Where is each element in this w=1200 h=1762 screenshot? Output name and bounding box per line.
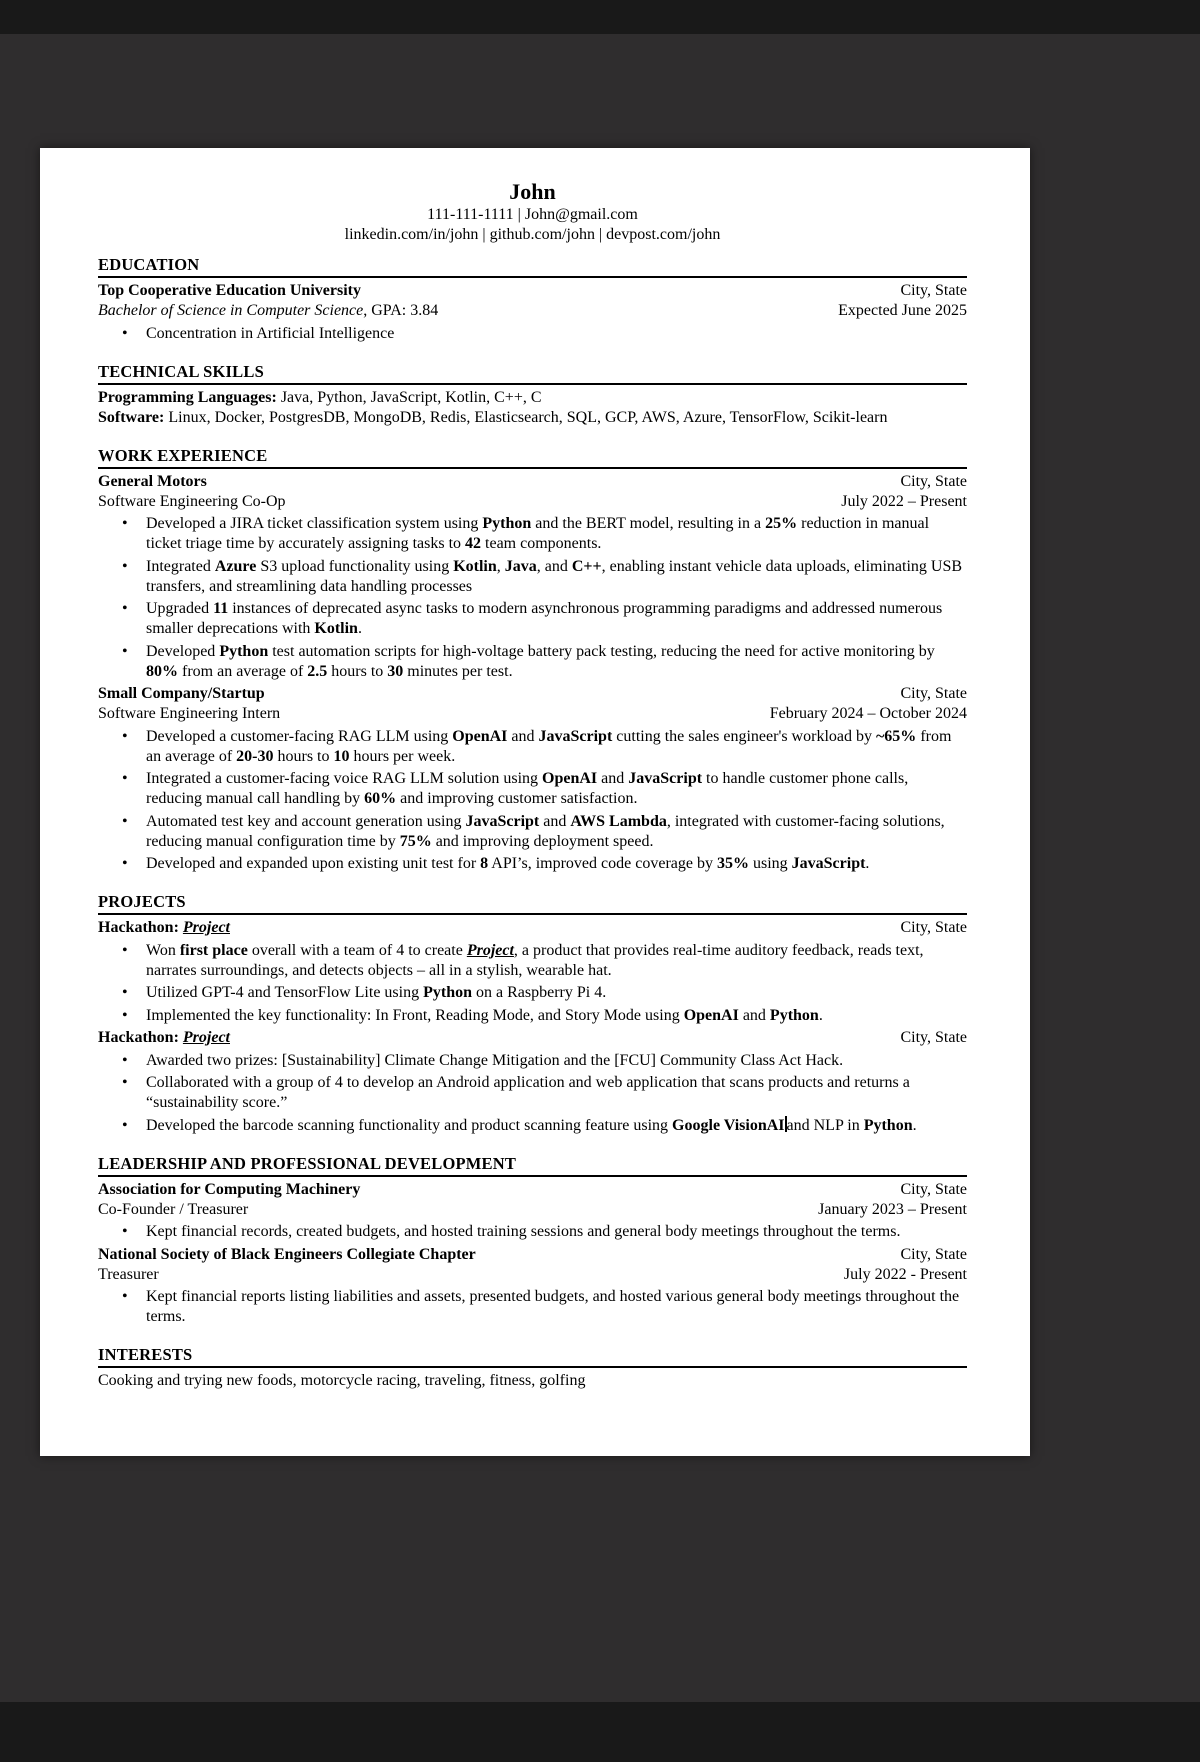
bullet-text: Implemented the key functionality: In Front, Reading Mode, and Story Mode using OpenAI and Python. xyxy=(146,1006,823,1024)
bullet-text: Upgraded 11 instances of deprecated async tasks to modern asynchronous programming paradigms and addressed numerous smaller deprecations with Kotlin. xyxy=(146,600,943,637)
org-location: City, State xyxy=(900,1245,967,1263)
project-name: Project xyxy=(182,1029,230,1046)
bullet-glyph: • xyxy=(122,515,128,532)
viewer-top-bar xyxy=(0,0,1200,34)
company-location: City, State xyxy=(900,685,967,702)
bullet-glyph: • xyxy=(122,642,128,660)
project-location: City, State xyxy=(900,919,967,936)
bullet-item xyxy=(98,1051,967,1071)
resume-header xyxy=(98,178,967,245)
section-leadership xyxy=(98,1154,967,1328)
leadership-entry xyxy=(98,1245,967,1328)
school-name: Top Cooperative Education University xyxy=(98,282,361,299)
project-entry xyxy=(98,1028,967,1136)
company-location: City, State xyxy=(900,472,967,490)
role-row xyxy=(98,492,967,512)
org-name: Association for Computing Machinery xyxy=(98,1180,361,1198)
graduation-date: Expected June 2025 xyxy=(838,302,967,319)
company-row xyxy=(98,684,967,704)
candidate-name: John xyxy=(509,179,556,204)
bullet-item xyxy=(98,812,967,852)
education-heading: EDUCATION xyxy=(98,255,967,278)
company-row xyxy=(98,472,967,492)
work-entry xyxy=(98,684,967,874)
org-location: City, State xyxy=(900,1180,967,1198)
company-name: General Motors xyxy=(98,472,207,490)
skills-languages-row: Programming Languages: Java, Python, JavaScript, Kotlin, C++, C xyxy=(98,388,542,406)
bullet-glyph: • xyxy=(122,1116,128,1134)
org-name: National Society of Black Engineers Collegiate Chapter xyxy=(98,1245,476,1263)
bullet-item xyxy=(98,1006,967,1026)
bullet-text: Developed and expanded upon existing unit test for 8 API’s, improved code coverage by 35% using JavaScript. xyxy=(146,855,870,872)
bullet-item xyxy=(98,769,967,809)
work-heading: WORK EXPERIENCE xyxy=(98,446,967,469)
projects-heading: PROJECTS xyxy=(98,892,967,915)
bullet-item xyxy=(98,642,967,682)
bullet-item xyxy=(98,514,967,554)
bullet-text: Utilized GPT-4 and TensorFlow Lite using Python on a Raspberry Pi 4. xyxy=(146,984,607,1001)
bullet-item xyxy=(98,599,967,639)
bullet-item xyxy=(98,941,967,981)
bullet-text: Kept financial records, created budgets, and hosted training sessions and general body meetings throughout the terms. xyxy=(146,1223,901,1240)
bullet-item xyxy=(98,983,967,1003)
bullet-text: Automated test key and account generation using JavaScript and AWS Lambda, integrated with customer-facing solutions, reducing manual configuration time by 75% and improving deployment speed. xyxy=(146,812,945,850)
bullet-item xyxy=(98,1222,967,1242)
project-name: Project xyxy=(182,919,230,936)
bullet-item xyxy=(98,727,967,767)
bullet-text: Collaborated with a group of 4 to develop an Android application and web application that scans products and returns a “sustainability score.” xyxy=(146,1074,910,1111)
bullet-text: Developed a customer-facing RAG LLM using OpenAI and JavaScript cutting the sales engineer's workload by ~65% from an average of 20-30 hours to 10 hours per week. xyxy=(146,727,952,765)
leadership-entry xyxy=(98,1180,967,1243)
bullet-glyph: • xyxy=(122,770,128,787)
viewer-bottom-bar xyxy=(0,1702,1200,1762)
bullet-text: Developed the barcode scanning functionality and product scanning feature using Google VisionAI and NLP in Python. xyxy=(146,1116,917,1134)
role-title: Software Engineering Intern xyxy=(98,705,281,722)
org-dates: July 2022 - Present xyxy=(843,1265,967,1283)
role-row xyxy=(98,704,967,724)
degree-text: Bachelor of Science in Computer Science, GPA: 3.84 xyxy=(98,302,439,319)
bullet-glyph: • xyxy=(122,941,128,959)
bullet-glyph: • xyxy=(122,727,128,745)
leadership-heading: LEADERSHIP AND PROFESSIONAL DEVELOPMENT xyxy=(98,1154,967,1177)
skills-heading: TECHNICAL SKILLS xyxy=(98,362,967,385)
bullet-text: Concentration in Artificial Intelligence xyxy=(146,324,395,342)
project-location: City, State xyxy=(900,1029,967,1046)
project-title: Hackathon: Project xyxy=(98,919,230,936)
role-dates: July 2022 – Present xyxy=(841,492,967,510)
project-title-row xyxy=(98,918,967,938)
education-bullet xyxy=(98,324,967,344)
section-work-experience xyxy=(98,446,967,875)
bullet-text: Integrated a customer-facing voice RAG LLM solution using OpenAI and JavaScript to handle customer phone calls, reducing manual call handling by 60% and improving customer satisfaction. xyxy=(146,770,909,807)
section-education xyxy=(98,255,967,344)
bullet-item xyxy=(98,1287,967,1327)
bullet-glyph: • xyxy=(122,984,128,1001)
bullet-glyph: • xyxy=(122,1051,128,1069)
education-school-row xyxy=(98,281,967,301)
bullet-glyph: • xyxy=(122,324,128,342)
bullet-glyph: • xyxy=(122,855,128,872)
interests-text: Cooking and trying new foods, motorcycle racing, traveling, fitness, golfing xyxy=(98,1372,586,1389)
company-name: Small Company/Startup xyxy=(98,685,265,702)
bullet-glyph: • xyxy=(122,557,128,575)
bullet-glyph: • xyxy=(122,1074,128,1091)
org-row xyxy=(98,1180,967,1200)
role-dates: February 2024 – October 2024 xyxy=(769,705,967,722)
bullet-text: Awarded two prizes: [Sustainability] Climate Change Mitigation and the [FCU] Community Class Act Hack. xyxy=(146,1051,844,1069)
bullet-glyph: • xyxy=(122,1288,128,1305)
section-interests xyxy=(98,1345,967,1391)
bullet-text: Integrated Azure S3 upload functionality using Kotlin, Java, and C++, enabling instant vehicle data uploads, eliminating USB transfers, and streamlining data handling processes xyxy=(146,557,963,595)
bullet-glyph: • xyxy=(122,1223,128,1240)
bullet-text: Developed a JIRA ticket classification system using Python and the BERT model, resulting in a 25% reduction in manual ticket triage time by accurately assigning tasks to 42 team components. xyxy=(146,515,930,552)
bullet-glyph: • xyxy=(122,1006,128,1024)
contact-line-2: linkedin.com/in/john | github.com/john | devpost.com/john xyxy=(344,226,721,243)
section-technical-skills xyxy=(98,362,967,428)
interests-heading: INTERESTS xyxy=(98,1345,967,1368)
project-entry xyxy=(98,918,967,1026)
bullet-text: Developed Python test automation scripts for high-voltage battery pack testing, reducing the need for active monitoring by 80% from an average of 2.5 hours to 30 minutes per test. xyxy=(146,642,935,680)
bullet-glyph: • xyxy=(122,600,128,617)
education-degree-row xyxy=(98,301,967,321)
school-location: City, State xyxy=(900,282,967,299)
bullet-text: Won first place overall with a team of 4 to create Project, a product that provides real-time auditory feedback, reads text, narrates surroundings, and detects objects – all in a stylish, wearable hat. xyxy=(146,941,924,979)
bullet-item xyxy=(98,1116,967,1136)
work-entry xyxy=(98,472,967,682)
org-role-row xyxy=(98,1200,967,1220)
bullet-item xyxy=(98,557,967,597)
project-title: Hackathon: Project xyxy=(98,1029,230,1046)
bullet-text: Kept financial reports listing liabilities and assets, presented budgets, and hosted various general body meetings throughout the terms. xyxy=(146,1288,960,1325)
bullet-item xyxy=(98,1073,967,1113)
skills-software-row: Software: Linux, Docker, PostgresDB, MongoDB, Redis, Elasticsearch, SQL, GCP, AWS, Azure, TensorFlow, Scikit-learn xyxy=(98,408,888,426)
bullet-glyph: • xyxy=(122,812,128,830)
bullet-item xyxy=(98,854,967,874)
org-role-row xyxy=(98,1265,967,1285)
project-title-row xyxy=(98,1028,967,1048)
org-role: Co-Founder / Treasurer xyxy=(98,1200,249,1218)
section-projects xyxy=(98,892,967,1136)
org-role: Treasurer xyxy=(98,1265,159,1283)
resume-page[interactable] xyxy=(40,148,1030,1456)
contact-line-1: 111-111-1111 | John@gmail.com xyxy=(427,206,638,223)
org-row xyxy=(98,1245,967,1265)
org-dates: January 2023 – Present xyxy=(818,1200,967,1218)
role-title: Software Engineering Co-Op xyxy=(98,492,286,510)
